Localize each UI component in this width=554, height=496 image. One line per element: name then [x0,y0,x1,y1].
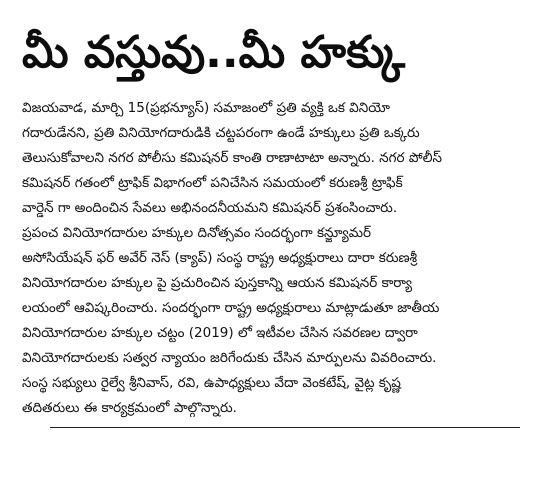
article-line: కమిషనర్ గతంలో ట్రాఫిక్ విభాగంలో పనిచేసిన సమయంలో కరుణశ్రీ ట్రాఫిక్ [22,175,403,191]
article-line: సంస్థ సభ్యులు రైల్వే శ్రీనివాస్, రవి, ఉపాధ్యక్షులు వేదా వెంకటేష్, వైట్ల కృష్ణ [22,375,401,391]
article-line: అసోసియేషన్ ఫర్ అవేర్ నెస్ (క్యాప్) సంస్థ రాష్ట్ర అధ్యక్షురాలు దారా కరుణశ్రీ [22,250,418,266]
article-line: లయంలో ఆవిష్కరించారు. సందర్భంగా రాష్ట్ర అధ్యక్షురాలు మాట్లాడుతూ జాతీయ [22,300,440,316]
article-line: వినియోగదారులకు సత్వర న్యాయం జరిగేందుకు చేసిన మార్పులను వివరించారు. [22,350,437,366]
article-line: తదితరులు ఈ కార్యక్రమంలో పాల్గొన్నారు. [22,400,237,416]
article-line: తెలుసుకోవాలని నగర పోలీసు కమిషనర్ కాంతి రాణాటాటా అన్నారు. నగర పోలీస్ [22,150,442,166]
article-line: వినియోగదారుల హక్కుల చట్టం (2019) లో ఇటీవల చేసిన సవరణల ద్వారా [22,325,418,341]
article-line: ప్రపంచ వినియోగదారుల హక్కుల దినోత్సవం సందర్భంగా కన్జ్యూమర్ [22,225,371,241]
article-line: గదారుడేనని, ప్రతి వినియోగదారుడికి చట్టపరంగా ఉండే హక్కులు ప్రతి ఒక్కరు [22,125,420,141]
article-line: వినియోగదారుల హక్కుల పై ప్రచురించిన పుస్తకాన్ని ఆయన కమిషనర్ కార్యా [22,275,413,291]
article-body [22,96,534,421]
bottom-divider [50,427,520,428]
article-line: విజయవాడ, మార్చి 15(ప్రభన్యూస్) సమాజంలో ప్రతి వ్యక్తి ఒక వినియో [22,100,390,116]
article-line: వార్డెన్ గా అందించిన సేవలు అభినందనీయమని కమిషనర్ ప్రశంసించారు. [22,200,398,216]
article-headline: మీ వస్తువు..మీ హక్కు [22,27,406,78]
